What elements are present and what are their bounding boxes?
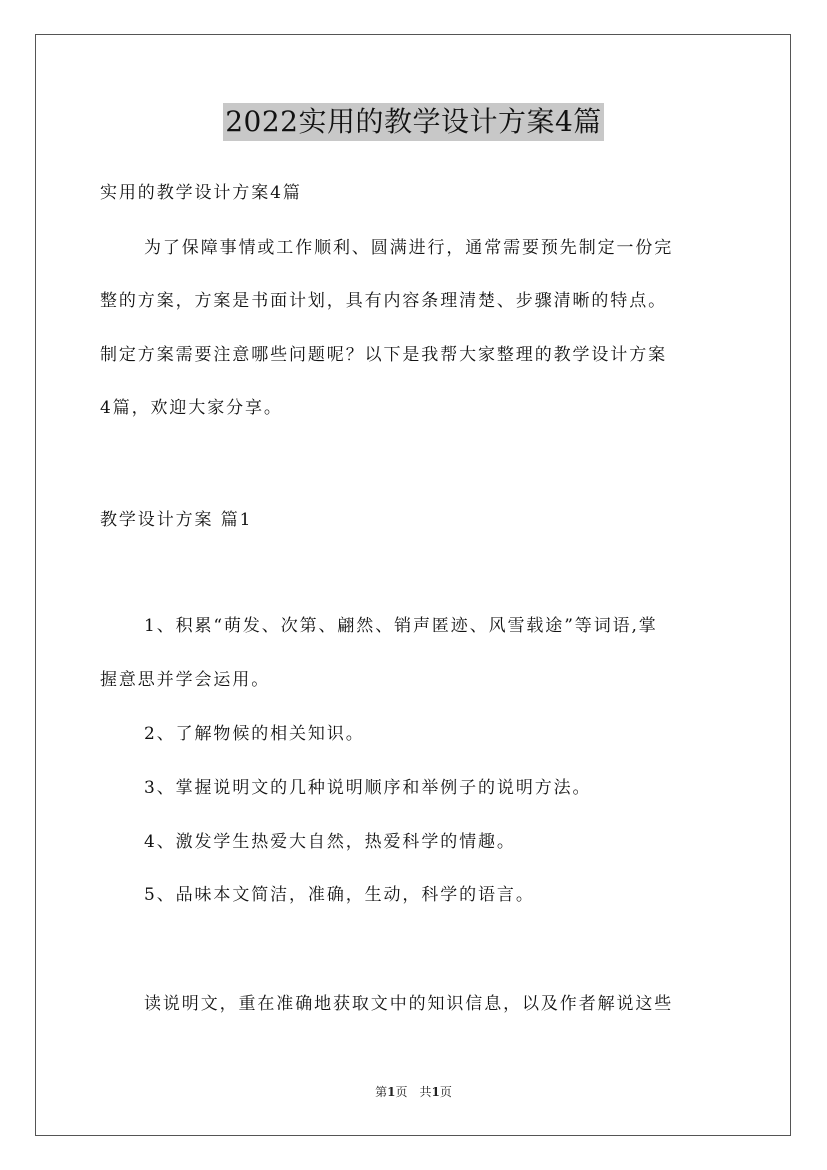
document-title: 2022实用的教学设计方案4篇 bbox=[223, 103, 604, 141]
list-item-continuation: 握意思并学会运用。 bbox=[100, 670, 271, 690]
page-footer bbox=[0, 1084, 827, 1100]
list-item: 3、掌握说明文的几种说明顺序和举例子的说明方法。 bbox=[144, 778, 592, 798]
paragraph-line: 整的方案，方案是书面计划，具有内容条理清楚、步骤清晰的特点。 bbox=[100, 291, 667, 311]
section-heading: 教学设计方案 篇1 bbox=[100, 510, 253, 530]
list-item: 5、品味本文简洁，准确，生动，科学的语言。 bbox=[144, 885, 535, 905]
footer-page-number: 1 bbox=[387, 1085, 396, 1099]
subtitle-line: 实用的教学设计方案4篇 bbox=[100, 183, 302, 203]
footer-prefix: 第 bbox=[375, 1085, 388, 1099]
list-item: 2、了解物候的相关知识。 bbox=[144, 724, 365, 744]
footer-suffix: 页 bbox=[439, 1085, 452, 1099]
paragraph-line: 为了保障事情或工作顺利、圆满进行，通常需要预先制定一份完 bbox=[144, 238, 674, 258]
title-wrap bbox=[0, 103, 827, 141]
footer-mid: 页 共 bbox=[395, 1085, 432, 1099]
paragraph-line: 读说明文，重在准确地获取文中的知识信息，以及作者解说这些 bbox=[144, 994, 674, 1014]
paragraph-line: 制定方案需要注意哪些问题呢？以下是我帮大家整理的教学设计方案 bbox=[100, 345, 667, 365]
paragraph-line: 4篇，欢迎大家分享。 bbox=[100, 398, 283, 418]
footer-total-pages: 1 bbox=[431, 1085, 440, 1099]
list-item: 4、激发学生热爱大自然，热爱科学的情趣。 bbox=[144, 832, 516, 852]
list-item: 1、积累“萌发、次第、翩然、销声匿迹、风雪载途”等词语,掌 bbox=[144, 616, 658, 636]
